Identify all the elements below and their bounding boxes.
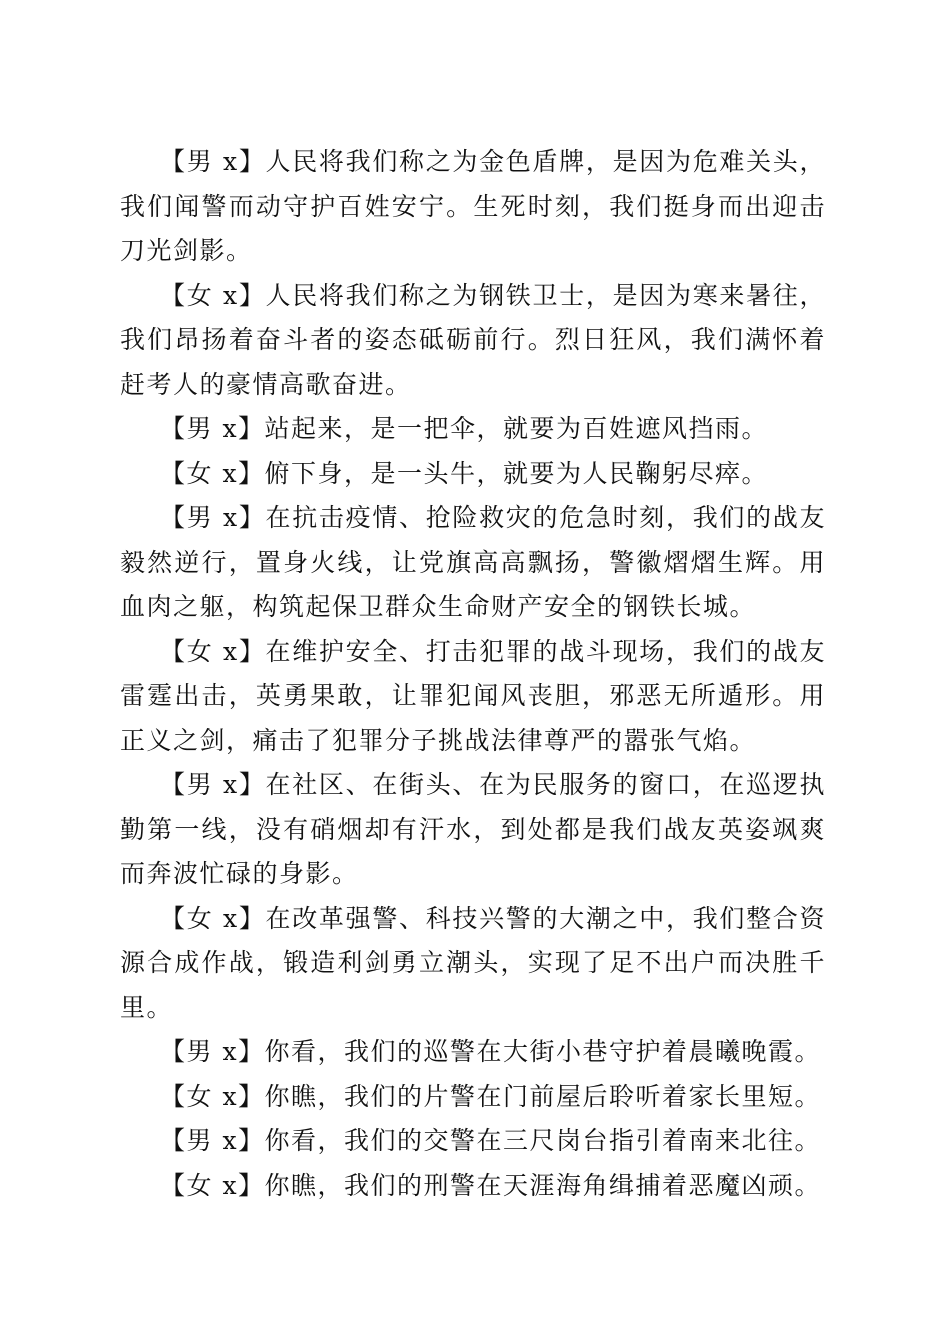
paragraph-12: 【女 x】你瞧，我们的刑警在天涯海角缉捕着恶魔凶顽。 — [160, 1170, 822, 1200]
paragraph-1: 【男 x】人民将我们称之为金色盾牌，是因为危难关头，我们闻警而动守护百姓安宁。生死时刻，我们挺身而出迎击刀光剑影。 — [120, 147, 826, 265]
paragraph-3: 【男 x】站起来，是一把伞，就要为百姓遮风挡雨。 — [160, 414, 769, 443]
paragraph-5: 【男 x】在抗击疫情、抢险救灾的危急时刻，我们的战友毅然逆行，置身火线，让党旗高高飘扬，警徽熠熠生辉。用血肉之躯，构筑起保卫群众生命财产安全的钢铁长城。 — [120, 503, 826, 621]
paragraph-8: 【女 x】在改革强警、科技兴警的大潮之中，我们整合资源合成作战，锻造利剑勇立潮头，实现了足不出户而决胜千里。 — [120, 903, 826, 1022]
paragraph-6: 【女 x】在维护安全、打击犯罪的战斗现场，我们的战友雷霆出击，英勇果敢，让罪犯闻风丧胆，邪恶无所遁形。用正义之剑，痛击了犯罪分子挑战法律尊严的嚣张气焰。 — [120, 636, 826, 755]
paragraph-2: 【女 x】人民将我们称之为钢铁卫士，是因为寒来暑往，我们昂扬着奋斗者的姿态砥砺前行。烈日狂风，我们满怀着赶考人的豪情高歌奋进。 — [120, 280, 826, 399]
paragraph-9: 【男 x】你看，我们的巡警在大街小巷守护着晨曦晚霞。 — [160, 1037, 822, 1066]
paragraph-4: 【女 x】俯下身，是一头牛，就要为人民鞠躬尽瘁。 — [160, 458, 769, 488]
paragraph-10: 【女 x】你瞧，我们的片警在门前屋后聆听着家长里短。 — [160, 1081, 822, 1111]
paragraph-11: 【男 x】你看，我们的交警在三尺岗台指引着南来北往。 — [160, 1126, 822, 1155]
document-body — [120, 140, 826, 1208]
paragraph-7: 【男 x】在社区、在街头、在为民服务的窗口，在巡逻执勤第一线，没有硝烟却有汗水，到处都是我们战友英姿飒爽而奔波忙碌的身影。 — [120, 770, 826, 888]
